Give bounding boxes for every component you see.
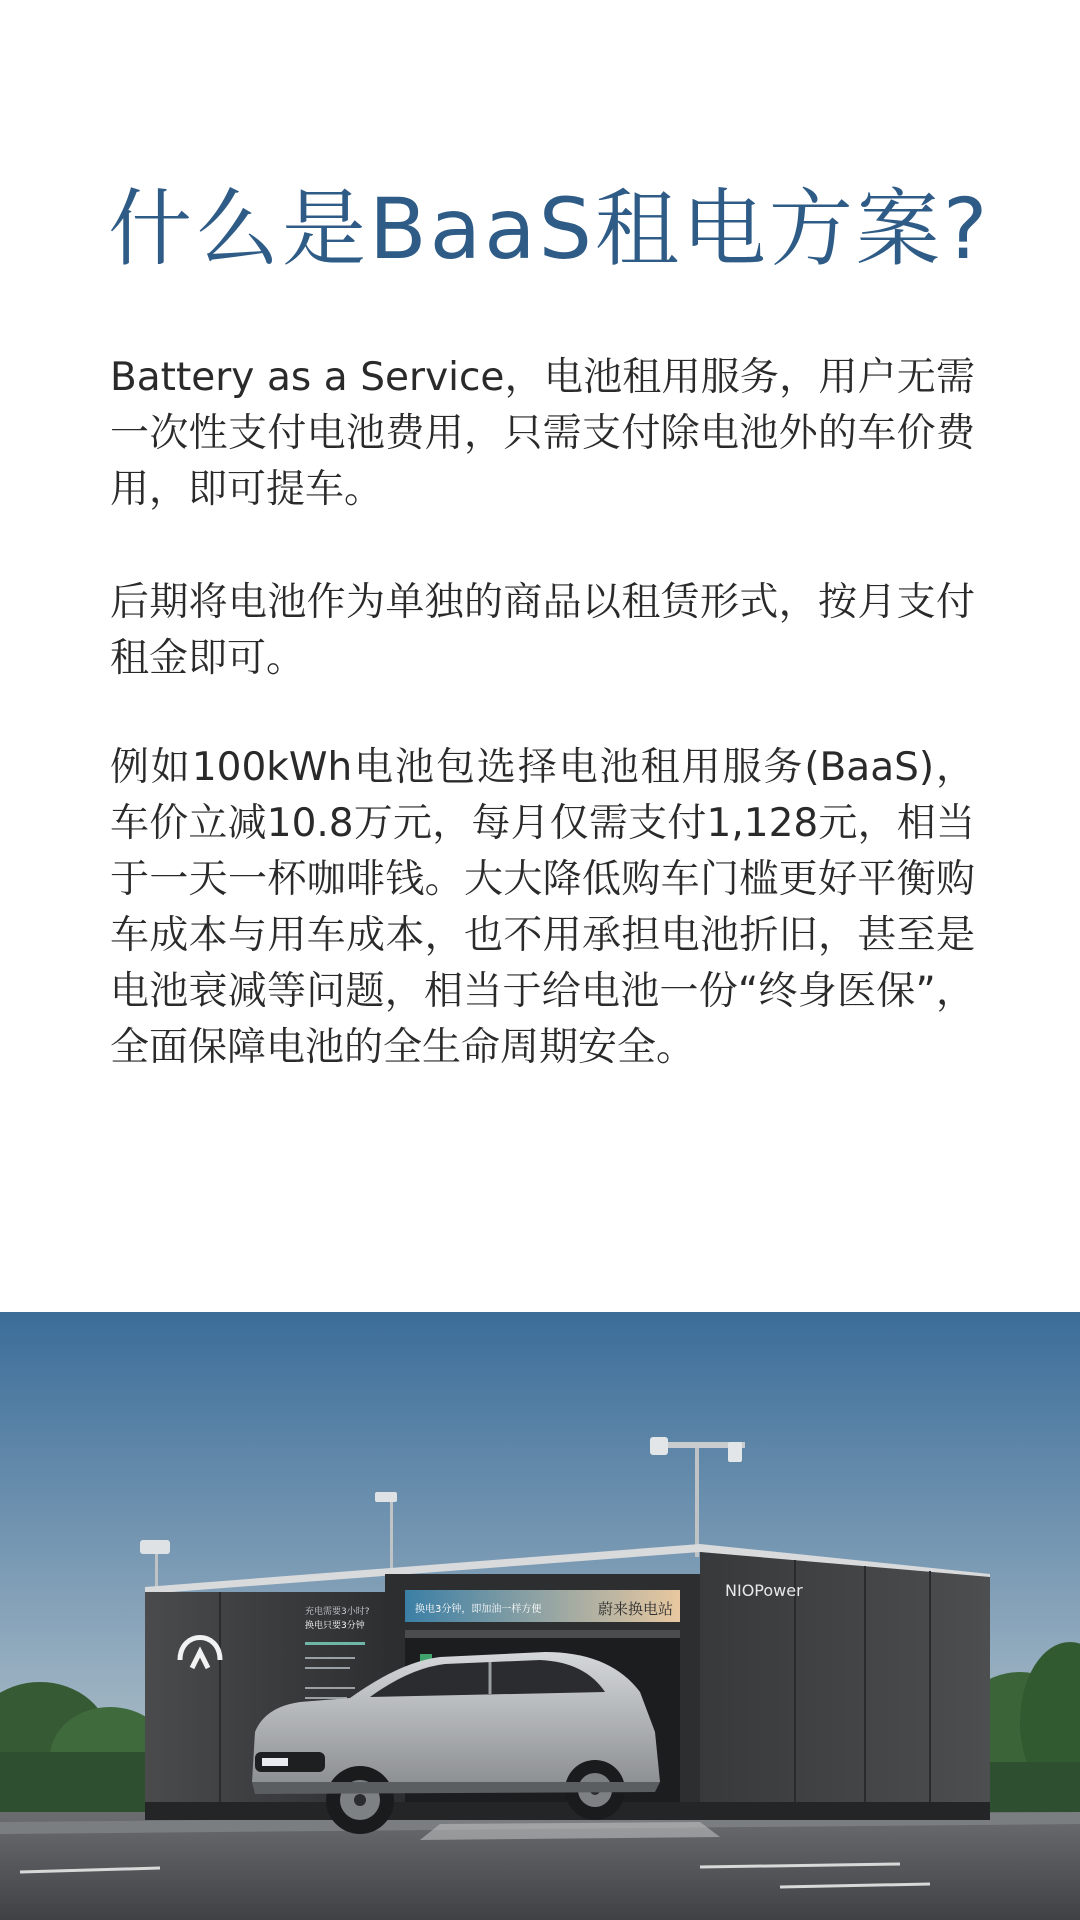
paragraph-monthly: 后期将电池作为单独的商品以租赁形式，按月支付租金即可。 <box>110 580 975 681</box>
paragraph-intro: Battery as a Service，电池租用服务，用户无需一次性支付电池费用，只需支付除电池外的车价费用，即可提车。 <box>110 355 975 512</box>
battery-swap-station-photo <box>0 1312 1080 1920</box>
svg-text:换电只要3分钟: 换电只要3分钟 <box>305 1621 365 1631</box>
brand-label: NIOPower <box>725 1581 803 1600</box>
paragraph-example: 例如100kWh电池包选择电池租用服务(BaaS)，车价立减10.8万元，每月仅需支付1,128元，相当于一天一杯咖啡钱。大大降低购车门槛更好平衡购车成本与用车成本，也不用承担电池折旧，甚至是电池衰减等问题，相当于给电池一份“终身医保”，全面保障电池的全生命周期安全。 <box>110 745 975 1070</box>
station-sign-label: 蔚来换电站 <box>598 1600 674 1618</box>
station-slogan: 换电3分钟，即加油一样方便 <box>415 1604 542 1615</box>
svg-text:充电需要3小时?: 充电需要3小时? <box>305 1607 370 1617</box>
page-title: 什么是BaaS租电方案? <box>108 180 991 278</box>
